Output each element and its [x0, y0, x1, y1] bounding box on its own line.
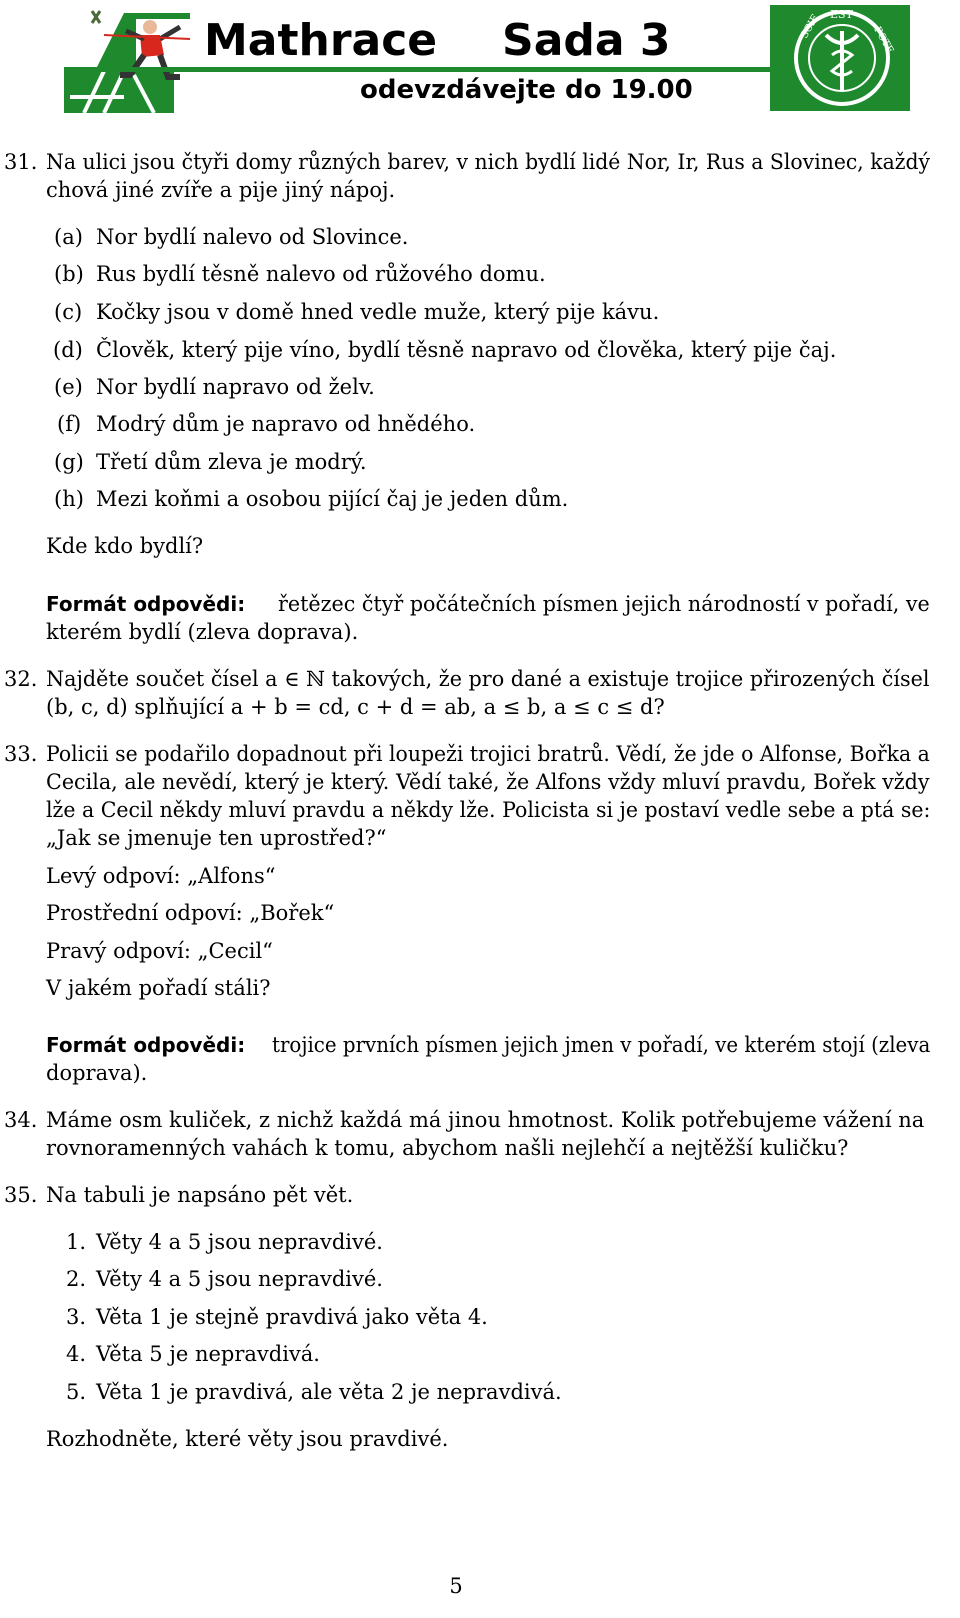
answer-line: Pravý odpoví: „Cecil“ [46, 939, 273, 963]
answer-line: Prostřední odpoví: „Bořek“ [46, 901, 335, 925]
header-banner [64, 5, 910, 113]
problem-33-number: 33. [4, 742, 38, 766]
problem-33-question: V jakém pořadí stáli? [46, 976, 271, 1000]
problem-35-question: Rozhodněte, které věty jsou pravdivé. [46, 1427, 449, 1451]
svg-text:SCIE: SCIE [799, 12, 822, 41]
problem-35-text-line1: Na tabuli je napsáno pět vět. [46, 1183, 354, 1207]
clue-text: Třetí dům zleva je modrý. [96, 450, 367, 474]
problem-33-text-line2: Cecila, ale nevědí, který je který. Vědí také, že Alfons vždy mluví pravdu, Bořek vždy [46, 770, 930, 794]
problem-31-number: 31. [4, 150, 38, 174]
clue-text: Modrý dům je napravo od hnědého. [96, 412, 476, 436]
deadline-text: odevzdávejte do 19.00 [360, 75, 693, 105]
mathrace-runner-logo [64, 5, 194, 113]
contest-name: Mathrace [204, 15, 438, 66]
clue-text: Nor bydlí nalevo od Slovince. [96, 225, 409, 249]
problem-31-text-line2: chová jiné zvíře a pije jiný nápoj. [46, 178, 396, 202]
answer-format-label: Formát odpovědi: [46, 592, 246, 616]
sentence-text: Věty 4 a 5 jsou nepravdivé. [96, 1267, 383, 1291]
sentence-label: 2. [66, 1267, 87, 1291]
sentence-label: 5. [66, 1380, 87, 1404]
answer-format-text: trojice prvních písmen jejich jmen v pořadí, ve kterém stojí (zleva [272, 1033, 931, 1057]
sentence-text: Věta 1 je stejně pravdivá jako věta 4. [96, 1305, 488, 1329]
answer-format-text: kterém bydlí (zleva doprava). [46, 620, 359, 644]
sentence-text: Věta 1 je pravdivá, ale věta 2 je nepravdivá. [96, 1380, 562, 1404]
clue-label: (a) [54, 225, 83, 249]
problem-32-text-line1: Najděte součet čísel a ∈ ℕ takových, že pro dané a existuje trojice přirozených čísel [46, 667, 930, 691]
svg-text:POTE: POTE [871, 25, 896, 56]
clue-text: Mezi koňmi a osobou pijící čaj je jeden dům. [96, 487, 569, 511]
problem-33-text-line4: „Jak se jmenuje ten uprostřed?“ [46, 826, 387, 850]
sentence-label: 1. [66, 1230, 87, 1254]
problem-31-text-line1: Na ulici jsou čtyři domy různých barev, v nich bydlí lidé Nor, Ir, Rus a Slovinec, každý [46, 150, 931, 174]
problem-33-text-line3: lže a Cecil někdy mluví pravdu a někdy lže. Policista si je postaví vedle sebe a ptá se: [46, 798, 931, 822]
header-title [204, 15, 764, 69]
problem-34-number: 34. [4, 1108, 38, 1132]
clue-text: Rus bydlí těsně nalevo od růžového domu. [96, 262, 546, 286]
problem-31-question: Kde kdo bydlí? [46, 534, 204, 558]
answer-format-text: doprava). [46, 1061, 148, 1085]
problem-35-number: 35. [4, 1183, 38, 1207]
clue-label: (b) [54, 262, 84, 286]
clue-text: Nor bydlí napravo od želv. [96, 375, 375, 399]
sentence-text: Věta 5 je nepravdivá. [96, 1342, 320, 1366]
problem-34-text-line2: rovnoramenných vahách k tomu, abychom našli nejlehčí a nejtěžší kuličku? [46, 1136, 849, 1160]
clue-text: Člověk, který pije víno, bydlí těsně napravo od člověka, který pije čaj. [96, 338, 837, 362]
clue-label: (f) [57, 412, 82, 436]
answer-line: Levý odpoví: „Alfons“ [46, 864, 276, 888]
sentence-label: 4. [66, 1342, 87, 1366]
clue-text: Kočky jsou v domě hned vedle muže, který pije kávu. [96, 300, 660, 324]
scientia-seal-logo [770, 5, 910, 111]
sentence-label: 3. [66, 1305, 87, 1329]
sentence-text: Věty 4 a 5 jsou nepravdivé. [96, 1230, 383, 1254]
set-name: Sada 3 [502, 15, 671, 66]
svg-text:EST: EST [830, 8, 853, 21]
clue-label: (e) [54, 375, 83, 399]
clue-label: (g) [54, 450, 84, 474]
page-number: 5 [449, 1574, 463, 1598]
answer-format-text: řetězec čtyř počátečních písmen jejich národností v pořadí, ve [278, 592, 930, 616]
problem-34-text-line1: Máme osm kuliček, z nichž každá má jinou hmotnost. Kolik potřebujeme vážení na [46, 1108, 925, 1132]
problem-32-text-line2: (b, c, d) splňující a + b = cd, c + d = ab, a ≤ b, a ≤ c ≤ d? [46, 695, 665, 719]
problem-33-text-line1: Policii se podařilo dopadnout při loupeži trojici bratrů. Vědí, že jde o Alfonse, Bořka a [46, 742, 930, 766]
problem-32-number: 32. [4, 667, 38, 691]
clue-label: (d) [53, 338, 83, 362]
clue-label: (h) [54, 487, 84, 511]
answer-format-label: Formát odpovědi: [46, 1033, 246, 1057]
clue-label: (c) [54, 300, 83, 324]
